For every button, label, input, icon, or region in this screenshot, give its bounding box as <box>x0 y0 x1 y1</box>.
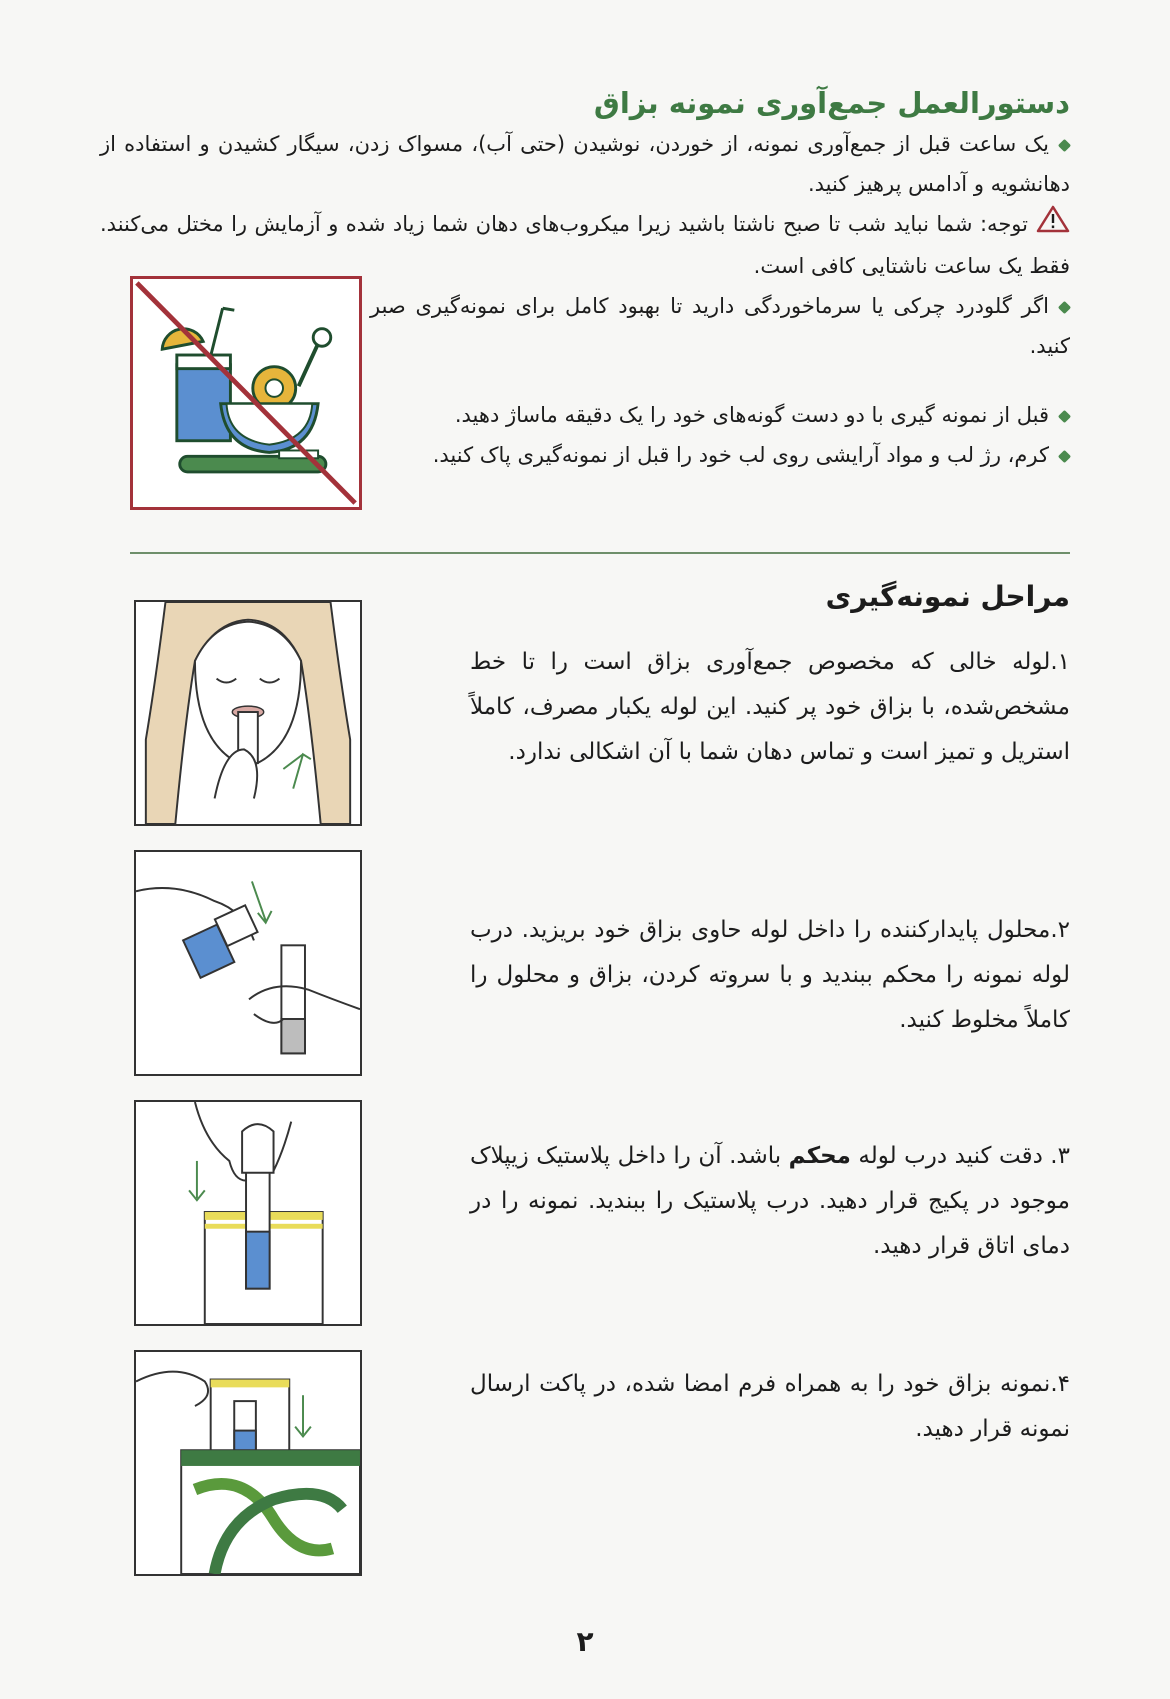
page-number: ۲ <box>576 1625 594 1658</box>
section-title: دستورالعمل جمع‌آوری نمونه بزاق <box>593 86 1070 120</box>
woman-spitting-illustration <box>134 600 362 826</box>
bullet-item: قبل از نمونه گیری با دو دست گونه‌های خود را یک دقیقه ماساژ دهید. <box>370 395 1070 435</box>
step3-emphasis: محکم <box>788 1143 851 1169</box>
step-text: ۴.نمونه بزاق خود را به همراه فرم امضا شده، در پاکت ارسال نمونه قرار دهید. <box>470 1371 1070 1442</box>
warning-note <box>100 204 1070 286</box>
step-text: ۲.محلول پایدارکننده را داخل لوله حاوی بزاق خود بریزید. درب لوله نمونه را محکم ببندید و با سروته کردن، بزاق و محلول را کاملاً مخلوط کنید. <box>470 917 1070 1033</box>
pour-solution-illustration <box>134 850 362 1076</box>
section-divider <box>130 552 1070 554</box>
step3-text-b: باشد. آن را داخل پلاستیک زیپلاک موجود در پکیج قرار دهید. درب پلاستیک را ببندید. نمونه را در دمای اتاق قرار دهید. <box>470 1143 1070 1259</box>
intro-bullet: یک ساعت قبل از جمع‌آوری نمونه، از خوردن، نوشیدن (حتی آب)، مسواک زدن، سیگار کشیدن و استفاده از دهانشویه و آدامس پرهیز کنید. <box>100 124 1070 204</box>
ziplock-bag-illustration <box>134 1100 362 1326</box>
bullet-item: کرم، رژ لب و مواد آرایشی روی لب خود را قبل از نمونه‌گیری پاک کنید. <box>370 435 1070 475</box>
warning-triangle-icon <box>1036 205 1070 246</box>
step3-text-a: ۳. دقت کنید درب لوله <box>850 1143 1070 1169</box>
bullet-item: اگر گلودرد چرکی یا سرماخوردگی دارید تا بهبود کامل برای نمونه‌گیری صبر کنید. <box>370 286 1070 366</box>
steps-title: مراحل نمونه‌گیری <box>825 580 1070 613</box>
envelope-illustration <box>134 1350 362 1576</box>
warning-text: توجه: شما نباید شب تا صبح ناشتا باشید زیرا میکروب‌های دهان شما زیاد شده و آزمایش را مختل می‌کنند. فقط یک ساعت ناشتایی کافی است. <box>100 212 1070 278</box>
step-text: ۱.لوله خالی که مخصوص جمع‌آوری بزاق است را تا خط مشخص‌شده، با بزاق خود پر کنید. این لوله یکبار مصرف، کاملاً استریل و تمیز است و تماس دهان شما با آن اشکالی ندارد. <box>470 649 1070 765</box>
step-text <box>470 1134 1070 1269</box>
no-food-illustration <box>130 276 362 510</box>
